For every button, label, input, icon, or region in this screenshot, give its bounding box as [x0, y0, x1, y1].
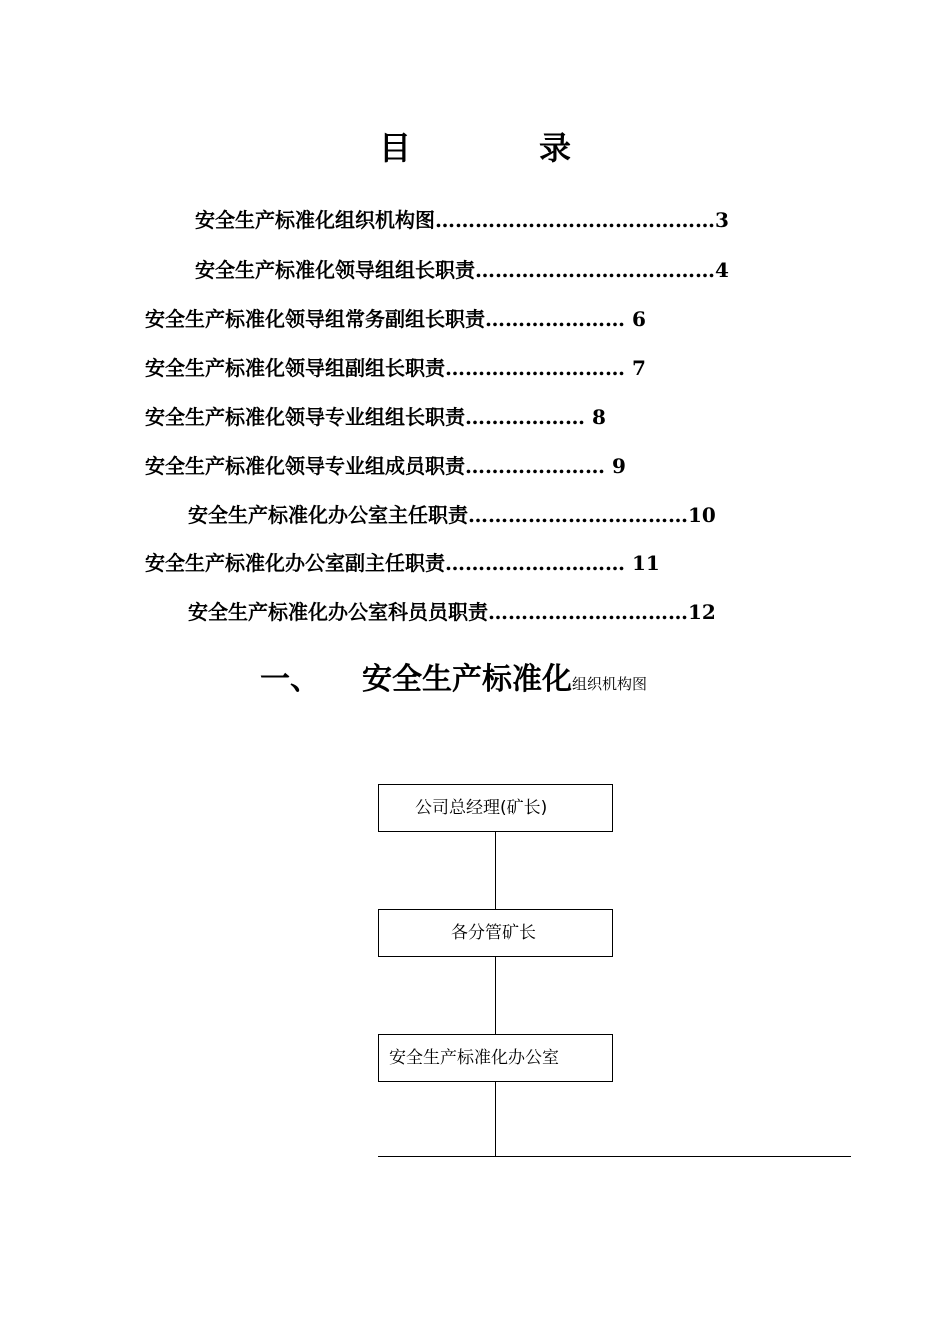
toc-entry[interactable]	[145, 305, 646, 333]
org-box-label: 安全生产标准化办公室	[389, 1048, 559, 1068]
toc-entry-page: 6	[631, 307, 646, 331]
toc-entry-dots: …………………	[465, 454, 612, 478]
org-connector	[495, 832, 496, 909]
toc-entry-text: 安全生产标准化领导组组长职责	[195, 258, 475, 282]
toc-entry[interactable]	[188, 598, 716, 626]
toc-entry-page: 3	[715, 208, 729, 232]
toc-entry-dots: …………………	[485, 307, 632, 331]
org-box-standardization-office	[378, 1034, 613, 1082]
toc-entry-text: 安全生产标准化领导专业组成员职责	[145, 454, 465, 478]
toc-entry-text: 安全生产标准化办公室科员员职责	[188, 600, 488, 624]
toc-entry-page: 10	[688, 503, 716, 527]
toc-entry[interactable]	[145, 452, 626, 480]
toc-entry-dots: ……………………………	[468, 503, 688, 527]
toc-entry[interactable]	[195, 206, 729, 234]
toc-entry[interactable]	[195, 256, 729, 284]
toc-entry-page: 8	[591, 405, 606, 429]
section-number: 一、	[260, 662, 320, 697]
section-heading	[260, 654, 647, 702]
section-title-large: 安全生产标准化	[362, 662, 572, 697]
org-box-deputy-managers	[378, 909, 613, 957]
toc-entry[interactable]	[145, 354, 646, 382]
toc-entry-text: 安全生产标准化办公室副主任职责	[145, 551, 445, 575]
toc-entry-text: 安全生产标准化领导组副组长职责	[145, 356, 445, 380]
org-box-label: 公司总经理(矿长)	[415, 798, 548, 818]
toc-entry-dots: ………………………	[445, 356, 632, 380]
toc-entry[interactable]	[145, 549, 660, 577]
toc-entry[interactable]	[145, 403, 606, 431]
section-title-small: 组织机构图	[572, 675, 648, 693]
toc-entry-dots: ………………………………	[475, 258, 715, 282]
toc-entry-dots: ………………	[465, 405, 592, 429]
toc-entry-dots: …………………………	[488, 600, 688, 624]
toc-entry-page: 7	[631, 356, 646, 380]
org-connector	[495, 957, 496, 1034]
toc-entry-text: 安全生产标准化领导组常务副组长职责	[145, 307, 485, 331]
org-connector	[495, 1082, 496, 1157]
toc-entry-page: 9	[611, 454, 626, 478]
toc-entry[interactable]	[188, 501, 716, 529]
toc-entry-page: 12	[688, 600, 716, 624]
toc-entry-dots: ……………………………………	[435, 208, 715, 232]
org-box-general-manager	[378, 784, 613, 832]
toc-title: 目 录	[378, 129, 619, 167]
toc-entry-page: 11	[631, 551, 660, 575]
toc-entry-page: 4	[715, 258, 729, 282]
toc-entry-text: 安全生产标准化办公室主任职责	[188, 503, 468, 527]
org-box-label: 各分管矿长	[451, 923, 536, 943]
toc-entry-text: 安全生产标准化领导专业组组长职责	[145, 405, 465, 429]
toc-entry-text: 安全生产标准化组织机构图	[195, 208, 435, 232]
org-branch-line	[378, 1156, 851, 1157]
toc-entry-dots: ………………………	[445, 551, 632, 575]
